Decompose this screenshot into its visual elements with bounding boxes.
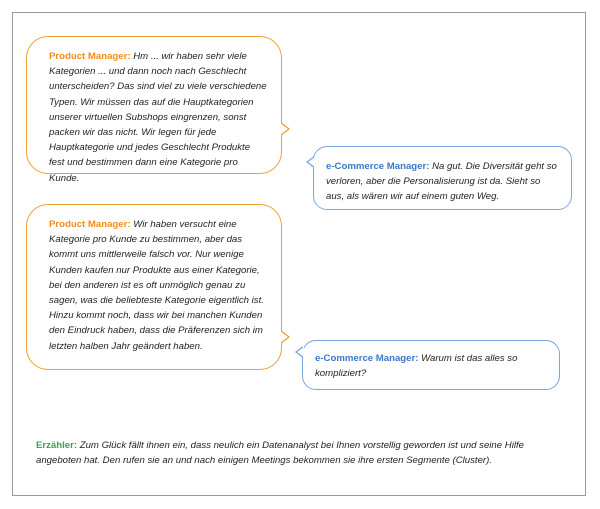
bubble-tail-inner bbox=[308, 157, 315, 167]
narrator-text-block bbox=[36, 438, 556, 468]
speech-text: Na gut. Die Diversität geht so verloren, aber die Personalisierung ist da. Sieht so aus, als wären wir auf einem guten Weg. bbox=[326, 161, 557, 203]
product-manager-bubble-1 bbox=[26, 36, 282, 184]
narrator-text: Zum Glück fällt ihnen ein, dass neulich ein Datenanalyst bei Ihnen vorstellig geworden ist und seine Hilfe angeboten hat. Den rufen sie an und nach einigen Meetings bekommen sie ihre ersten Segmente (Cluster). bbox=[36, 440, 524, 467]
ecommerce-manager-bubble-2 bbox=[302, 340, 560, 390]
speech-text: Warum ist das alles so kompliziert? bbox=[315, 353, 518, 380]
narrator-label: Erzähler: bbox=[36, 440, 78, 451]
bubble-tail-inner bbox=[280, 123, 288, 135]
speaker-label: e-Commerce Manager: bbox=[315, 353, 419, 364]
speech-text: Wir haben versucht eine Kategorie pro Kunde zu bestimmen, aber das kommt uns mittlerweile falsch vor. Nur wenige Kunden kaufen nur Produkte aus einer Kategorie, bei den anderen ist es oft unmöglich genau zu sagen, was die beliebteste Kategorie eigentlich ist. Hinzu kommt noch, dass wir bei manchen Kunden den Eindruck haben, dass die Präferenzen sich im letzten halben Jahr geändert haben. bbox=[49, 219, 264, 352]
speech-text: Hm ... wir haben sehr viele Kategorien ... und dann noch nach Geschlecht unterscheiden? Das sind viel zu viele verschiedene Typen. Wir müssen das auf die Hauptkategorien unserer virtuellen Subshops eingrenzen, sonst packen wir das nicht. Wir legen für jede Hauptkategorie und jedes Geschlecht Produkte fest und bestimmen dann eine Kategorie pro Kunde. bbox=[49, 51, 267, 184]
bubble-tail-inner bbox=[297, 347, 304, 357]
speaker-label: Product Manager: bbox=[49, 51, 131, 62]
ecommerce-manager-bubble-1 bbox=[313, 146, 572, 210]
product-manager-bubble-2 bbox=[26, 204, 282, 370]
speaker-label: Product Manager: bbox=[49, 219, 131, 230]
speaker-label: e-Commerce Manager: bbox=[326, 161, 430, 172]
bubble-tail-inner bbox=[280, 331, 288, 343]
